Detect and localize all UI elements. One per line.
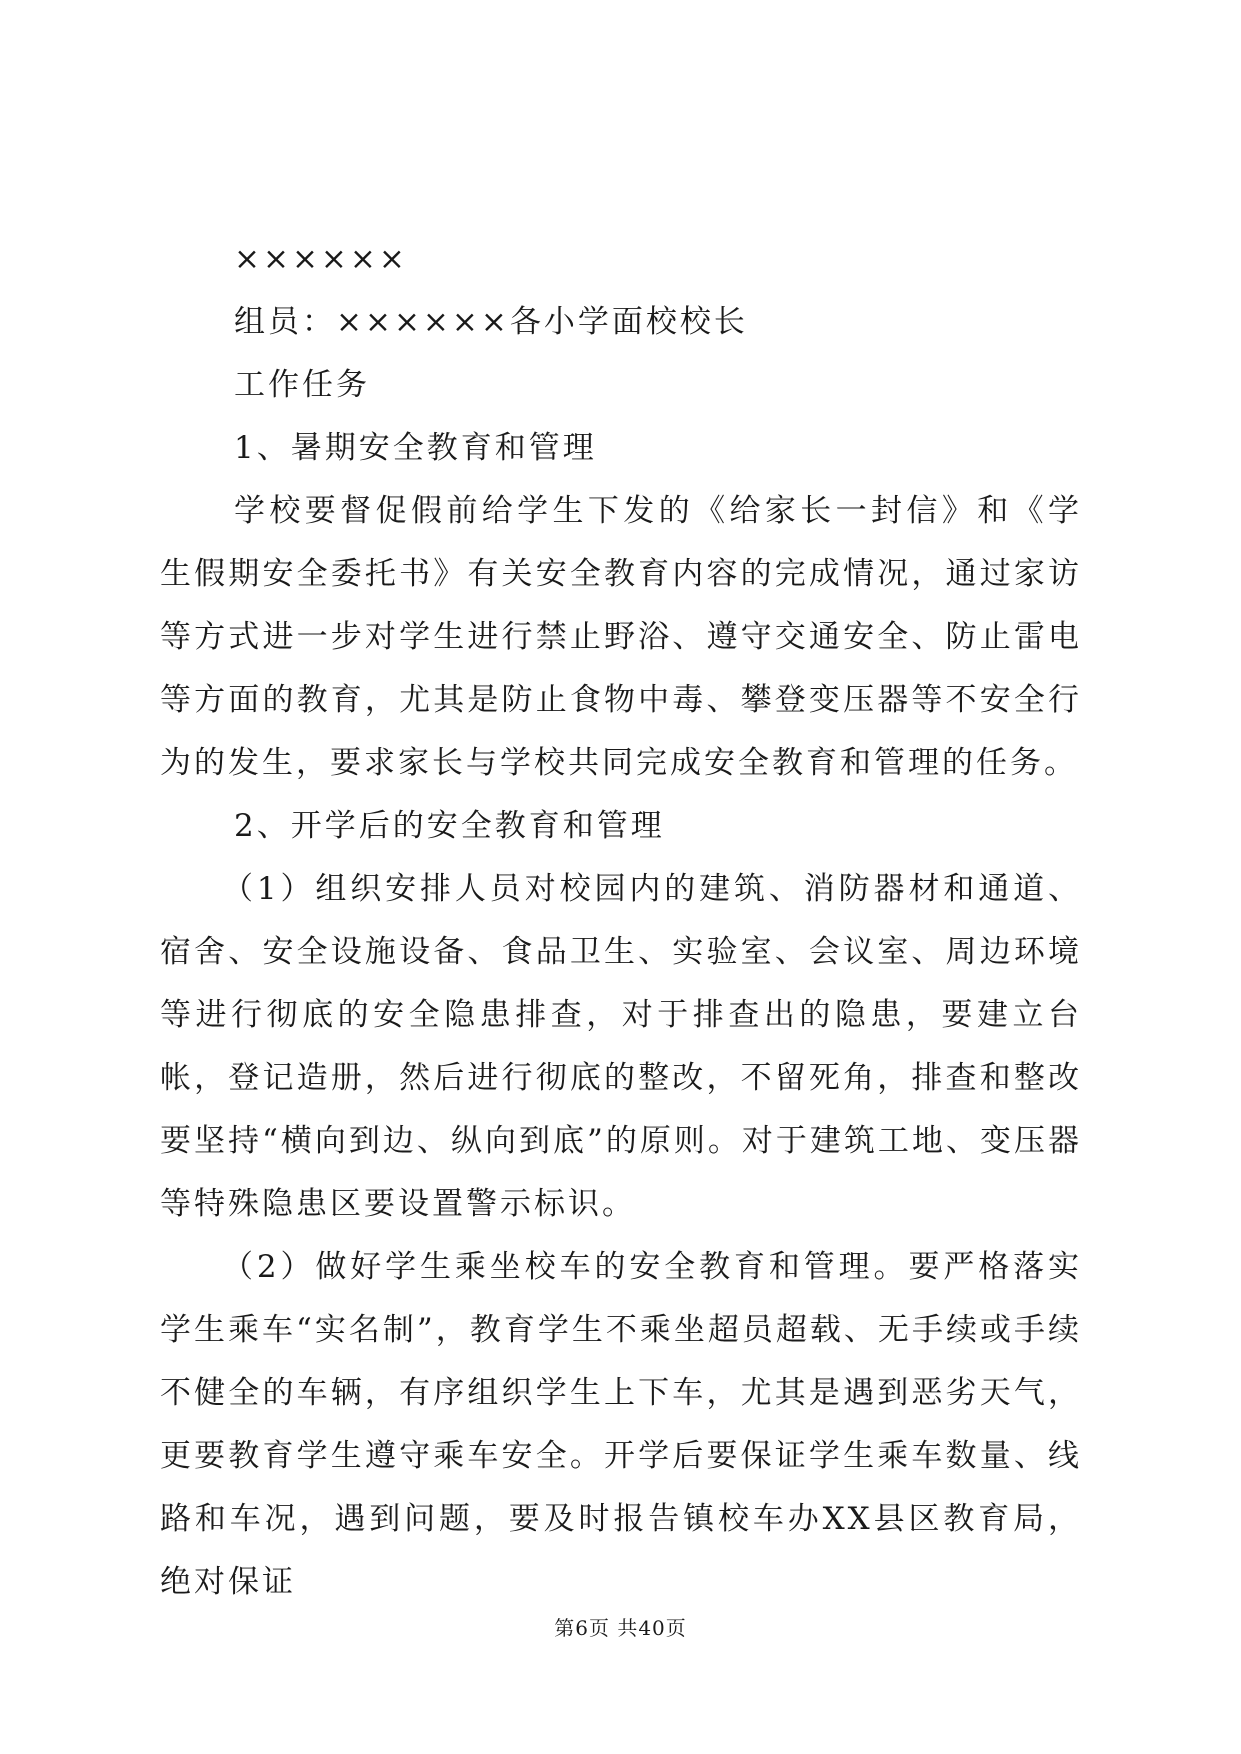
page-number-footer: 第6页 共40页	[554, 1616, 687, 1640]
section-heading-work-tasks: 工作任务	[234, 367, 370, 403]
paragraph-item-2: （2）做好学生乘坐校车的安全教育和管理。要严格落实学生乘车“实名制”，教育学生不乘坐超员超载、无手续或手续不健全的车辆，有序组织学生上下车，尤其是遇到恶劣天气，更要教育学生遵守乘车安全。开学后要保证学生乘车数量、线路和车况，遇到问题，要及时报告镇校车办XX县区教育局，绝对保证	[160, 1249, 1082, 1600]
paragraph-summer-safety: 学校要督促假前给学生下发的《给家长一封信》和《学生假期安全委托书》有关安全教育内容的完成情况，通过家访等方式进一步对学生进行禁止野浴、遵守交通安全、防止雷电等方面的教育，尤其是防止食物中毒、攀登变压器等不安全行为的发生，要求家长与学校共同完成安全教育和管理的任务。	[160, 493, 1082, 781]
group-members-line: 组员：××××××各小学面校校长	[234, 304, 748, 340]
member-placeholder-line: ××××××	[234, 241, 408, 277]
subheading-summer-safety: 1、暑期安全教育和管理	[234, 430, 597, 466]
document-body	[160, 228, 1082, 1614]
paragraph-item-1: （1）组织安排人员对校园内的建筑、消防器材和通道、宿舍、安全设施设备、食品卫生、实验室、会议室、周边环境等进行彻底的安全隐患排查，对于排查出的隐患，要建立台帐，登记造册，然后进行彻底的整改，不留死角，排查和整改要坚持“横向到边、纵向到底”的原则。对于建筑工地、变压器等特殊隐患区要设置警示标识。	[160, 871, 1082, 1222]
subheading-after-school-start: 2、开学后的安全教育和管理	[234, 808, 665, 844]
